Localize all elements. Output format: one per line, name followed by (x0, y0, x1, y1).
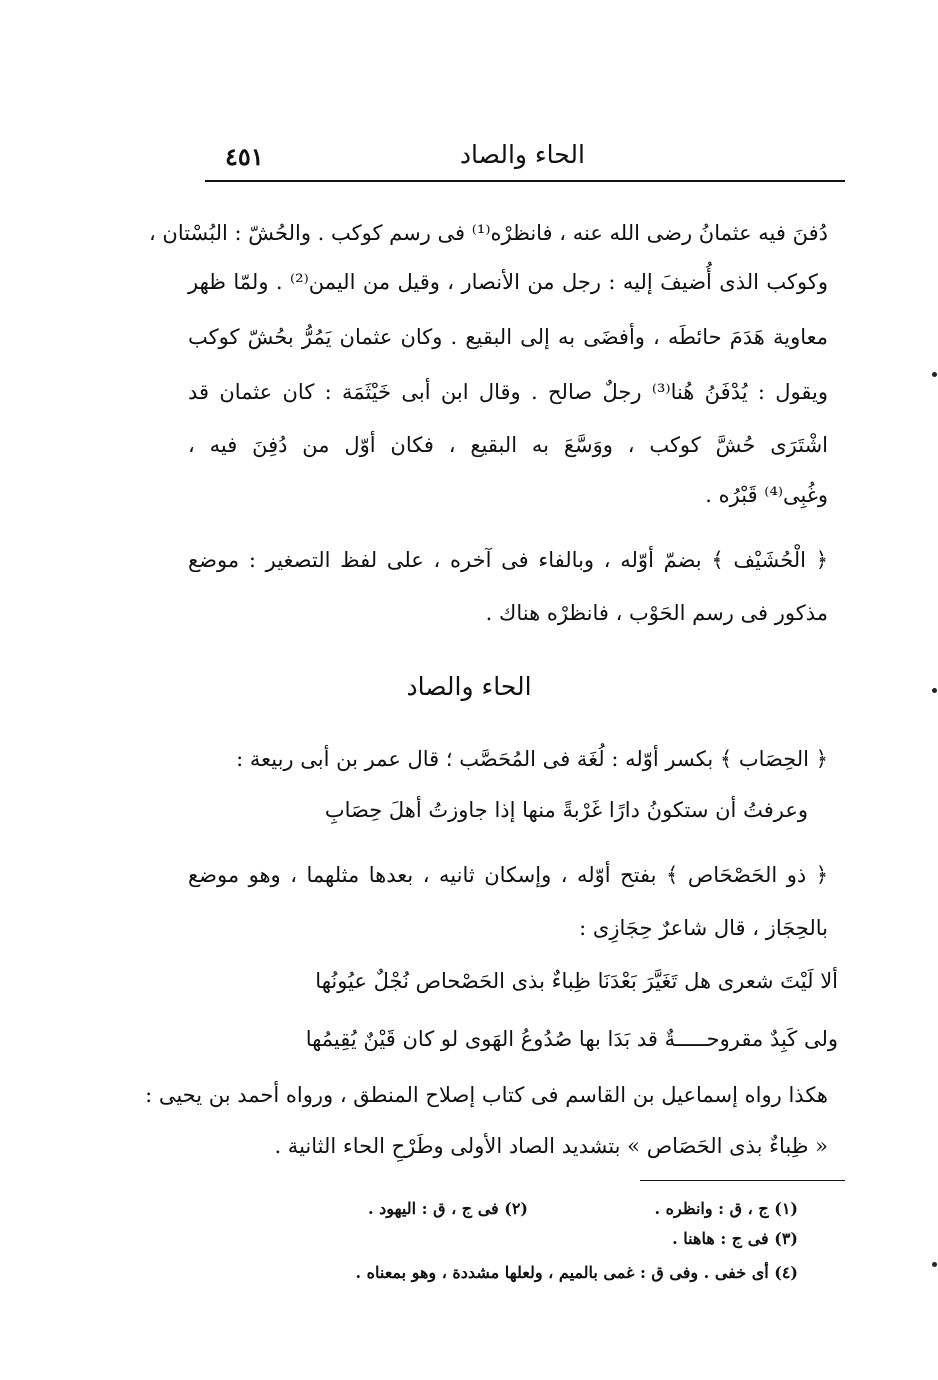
paragraph-line: « ظِباءٌ بذى الحَصَاص » بتشديد الصاد الأولى وطَرْحِ الحاء الثانية . (274, 1134, 828, 1158)
scan-speck (932, 1262, 937, 1267)
paragraph-line: ويقول : يُدْفَنُ هُنا⁽³⁾ رجلٌ صالح . وقال ابن أبى خَيْثَمَة : كان عثمان قد (188, 380, 828, 404)
entry-line: ﴿ الحِصَاب ﴾ بكسر أوّله : لُغَة فى المُحَصَّب ؛ قال عمر بن أبى ربيعة : (236, 747, 828, 771)
paragraph-line: معاوية هَدَمَ حائطَه ، وأفضَى به إلى البقيع . وكان عثمان يَمُرُّ بحُشّ كوكب (188, 325, 828, 349)
page-number: ٤٥١ (225, 142, 264, 171)
verse-line: وعرفتُ أن ستكونُ دارًا غَرْبةً منها إذا جاوزتُ أهلَ حِصَابِ (324, 798, 808, 822)
verse-line: ولى كَبِدٌ مقروحـــــةٌ قد بَدَا بها صُدُوعُ الهَوى لو كان قَيْنٌ يُقِيمُها (305, 1027, 838, 1051)
paragraph-line: هكذا رواه إسماعيل بن القاسم فى كتاب إصلاح المنطق ، ورواه أحمد بن يحيى : (145, 1083, 828, 1107)
footnote: (١) ج ، ق : وانظره . (654, 1199, 798, 1218)
entry-line: ﴿ ذو الحَصْحَاص ﴾ بفتح أوّله ، وإسكان ثانيه ، بعدها مثلهما ، وهو موضع (188, 863, 828, 887)
paragraph-line: وكوكب الذى أُضيفَ إليه : رجل من الأنصار ، وقيل من اليمن⁽²⁾ . ولمّا ظهر (188, 270, 829, 294)
footnote-divider (640, 1180, 845, 1181)
header-title: الحاء والصاد (459, 140, 585, 169)
running-header (205, 138, 845, 182)
footnote: (٤) أى خفى . وفى ق : غمى بالميم ، ولعلها مشددة ، وهو بمعناه . (355, 1263, 798, 1282)
paragraph-line: وغُبِى⁽⁴⁾ قَبْرُه . (705, 483, 828, 507)
footnote: (٣) فى ج : هاهنا . (672, 1229, 798, 1248)
section-heading: الحاء والصاد (406, 672, 532, 701)
entry-line: ﴿ الْحُشَيْف ﴾ بضمّ أوّله ، وبالفاء فى آخره ، على لفظ التصغير : موضع (188, 548, 828, 572)
entry-line: بالحِجَاز ، قال شاعرٌ حِجَازِى : (579, 916, 828, 940)
entry-line: مذكور فى رسم الحَوْب ، فانظرْه هناك . (485, 601, 828, 625)
verse-line: ألا لَيْتَ شعرى هل تَغَيَّرَ بَعْدَنَا ظِباءٌ بذى الحَصْحاص نُجْلٌ عيُونُها (315, 969, 838, 993)
paragraph-line: دُفنَ فيه عثمانُ رضى الله عنه ، فانظرْه⁽¹⁾ فى رسم كوكب . والحُشّ : البُسْتان ، (148, 221, 828, 245)
scan-speck (932, 372, 937, 377)
paragraph-line: اشْتَرَى حُشَّ كوكب ، ووَسَّعَ به البقيع ، فكان أوّل من دُفِنَ فيه ، (188, 433, 828, 457)
footnote: (٢) فى ج ، ق : اليهود . (367, 1199, 528, 1218)
scan-speck (932, 688, 937, 693)
